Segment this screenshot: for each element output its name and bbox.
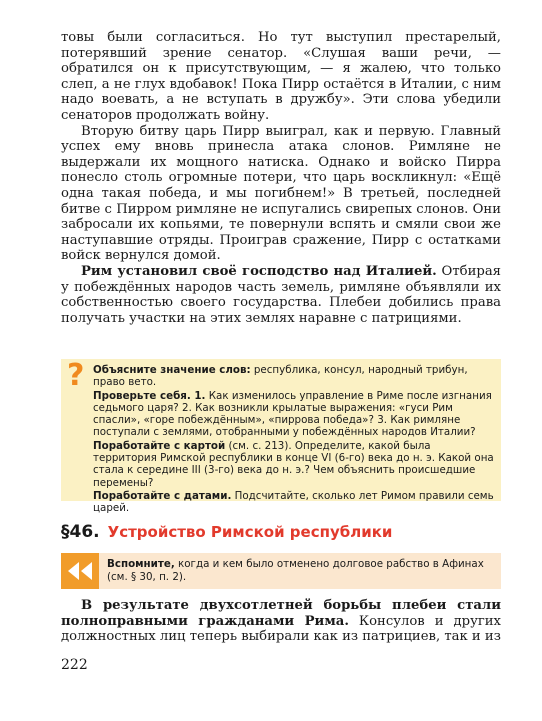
paragraph-3: Рим установил своё господство над Италией. Отбирая у побеждённых народов часть земель, римляне объявляли их собственностью своего государства. Плебеи добились права получать участки на этих землях наравне с патрициями. <box>61 263 501 326</box>
page-number: 222 <box>61 657 88 673</box>
main-text <box>61 30 501 326</box>
questions-box <box>61 358 501 515</box>
rewind-icon <box>61 553 99 589</box>
section-heading <box>61 522 501 542</box>
question-item: Поработайте с картой (см. с. 213). Определите, какой была территория Римской республики в конце VI (6-го) века до н. э. Какой она стала к середине III (3-го) века до н. э.? Чем объяснить происшедшие перемены? <box>93 439 494 489</box>
question-mark-icon: ? <box>67 358 85 393</box>
section-paragraph: В результате двухсотлетней борьбы плебеи стали полноправными гражданами Рима. Консулов и других должностных лиц теперь выбирали как из патрициев, так и из <box>61 598 501 645</box>
recall-text: Вспомните, когда и кем было отменено долговое рабство в Афинах (см. § 30, п. 2). <box>107 558 484 583</box>
question-item: Объясните значение слов: республика, консул, народный трибун, право вето. <box>93 364 468 389</box>
paragraph-2: Вторую битву царь Пирр выиграл, как и первую. Главный успех ему вновь принесла атака слонов. Римляне не выдержали их мощного натиска. Однако и войско Пирра понесло столь огромные потери, что царь воскликнул: «Ещё одна такая победа, и мы погибнем!» В третьей, последней битве с Пирром римляне не испугались свирепых слонов. Они забросали их копьями, те повернули вспять и смяли свои же наступавшие отряды. Проиграв сражение, Пирр с остатками войск вернулся домой. <box>61 123 501 264</box>
paragraph-3-lead: Рим установил своё господство над Италией. <box>81 263 437 279</box>
section-body <box>61 598 501 645</box>
section-title: Устройство Римской республики <box>107 523 393 541</box>
question-item: Проверьте себя. 1. Как изменилось управление в Риме после изгнания седьмого царя? 2. Как возникли крылатые выражения: «гуси Рим спасли», «горе побеждённым», «пиррова победа»? 3. Как римляне поступали с землями, отобранными у побеждённых народов Италии? <box>93 389 492 439</box>
section-number: §46. <box>61 522 100 542</box>
paragraph-1: товы были согласиться. Но тут выступил престарелый, потерявший зрение сенатор. «Слушая ваши речи, — обратился он к присутствующим, — я жалею, что только слеп, а не глух вдобавок! Пока Пирр остаётся в Италии, с ним надо воевать, а не вступать в дружбу». Эти слова убедили сенаторов продолжать войну. <box>61 30 501 123</box>
recall-box <box>61 553 501 589</box>
question-item: Поработайте с датами. Подсчитайте, сколько лет Римом правили семь царей. <box>93 489 494 515</box>
